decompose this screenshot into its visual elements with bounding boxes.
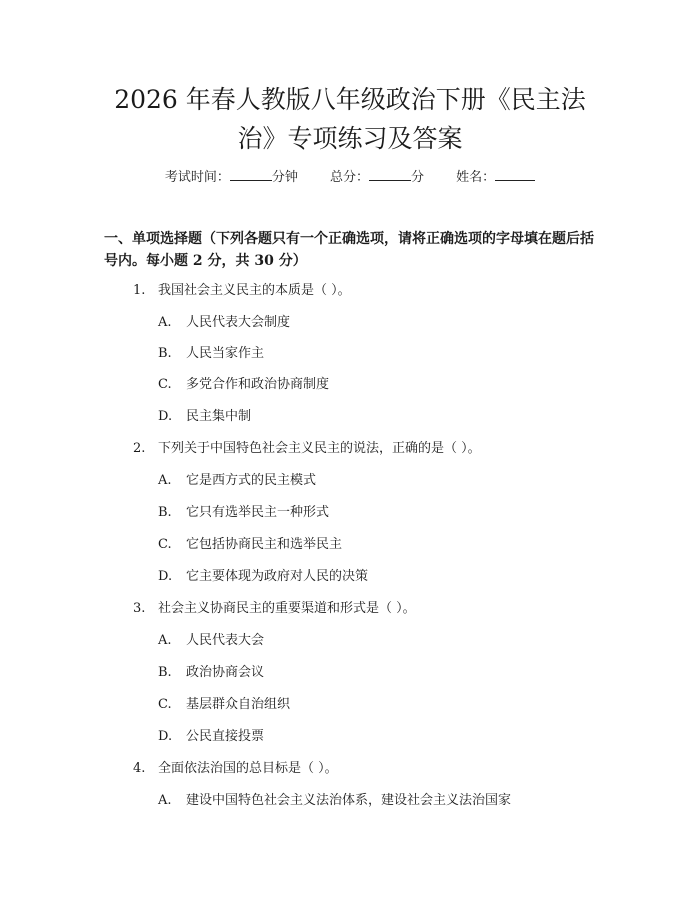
question-4	[133, 760, 338, 778]
question-1	[133, 282, 351, 300]
question-text: 社会主义协商民主的重要渠道和形式是（ ）。	[158, 601, 416, 616]
question-2	[133, 440, 481, 458]
option-text: 它包括协商民主和选举民主	[186, 537, 343, 552]
option-text: 它只有选举民主一种形式	[186, 505, 330, 520]
exam-info-row	[0, 168, 700, 188]
title-line-1: 2026 年春人教版八年级政治下册《民主法	[114, 85, 586, 114]
question-2-option-b	[158, 504, 329, 522]
question-1-option-c	[158, 376, 329, 394]
option-text: 人民代表大会制度	[186, 315, 291, 330]
option-text: 建设中国特色社会主义法治体系，建设社会主义法治国家	[186, 793, 512, 808]
question-2-option-a	[158, 472, 316, 490]
question-text: 下列关于中国特色社会主义民主的说法，正确的是（ ）。	[158, 441, 481, 456]
option-text: 人民代表大会	[186, 633, 265, 648]
question-2-option-c	[158, 536, 342, 554]
question-2-option-d	[158, 568, 368, 586]
option-text: 多党合作和政治协商制度	[186, 377, 330, 392]
question-3-option-d	[158, 728, 264, 746]
option-text: 它主要体现为政府对人民的决策	[186, 569, 369, 584]
option-letter: B.	[158, 665, 172, 680]
option-letter: A.	[158, 793, 172, 808]
question-number: 4.	[133, 761, 146, 776]
question-number: 3.	[133, 601, 146, 616]
option-letter: C.	[158, 537, 172, 552]
question-3-option-a	[158, 632, 264, 650]
option-letter: A.	[158, 315, 172, 330]
option-text: 基层群众自治组织	[186, 697, 291, 712]
total-score-unit: 分	[411, 170, 425, 185]
option-text: 民主集中制	[186, 409, 252, 424]
question-3-option-b	[158, 664, 264, 682]
question-text: 我国社会主义民主的本质是（ ）。	[158, 283, 351, 298]
option-letter: D.	[158, 409, 173, 424]
student-name-field	[456, 170, 535, 185]
option-letter: A.	[158, 633, 172, 648]
option-letter: C.	[158, 697, 172, 712]
total-score-label: 总分：	[329, 170, 369, 185]
option-letter: D.	[158, 729, 173, 744]
question-text: 全面依法治国的总目标是（ ）。	[158, 761, 338, 776]
question-4-option-a	[158, 792, 511, 810]
question-1-option-b	[158, 345, 264, 363]
option-letter: A.	[158, 473, 172, 488]
question-3	[133, 600, 416, 618]
option-text: 人民当家作主	[186, 346, 265, 361]
option-letter: C.	[158, 377, 172, 392]
option-text: 公民直接投票	[186, 729, 265, 744]
question-number: 2.	[133, 441, 146, 456]
student-name-blank[interactable]	[495, 168, 535, 181]
option-text: 政治协商会议	[186, 665, 265, 680]
option-letter: B.	[158, 505, 172, 520]
exam-time-blank[interactable]	[230, 168, 272, 181]
option-letter: B.	[158, 346, 172, 361]
question-1-option-d	[158, 408, 251, 426]
title-line-2: 治》专项练习及答案	[237, 124, 463, 153]
exam-time-field	[165, 170, 302, 185]
option-text: 它是西方式的民主模式	[186, 473, 317, 488]
exam-time-unit: 分钟	[271, 170, 298, 185]
total-score-blank[interactable]	[369, 168, 411, 181]
student-name-label: 姓名：	[456, 170, 496, 185]
question-1-option-a	[158, 314, 290, 332]
section-heading-single-choice: 一、单项选择题（下列各题只有一个正确选项，请将正确选项的字母填在题后括号内。每小题 2 分，共 30 分）	[104, 231, 594, 269]
exam-time-label: 考试时间：	[164, 170, 230, 185]
option-letter: D.	[158, 569, 173, 584]
document-title	[100, 80, 600, 158]
total-score-field	[330, 170, 428, 185]
question-number: 1.	[133, 283, 146, 298]
question-3-option-c	[158, 696, 290, 714]
